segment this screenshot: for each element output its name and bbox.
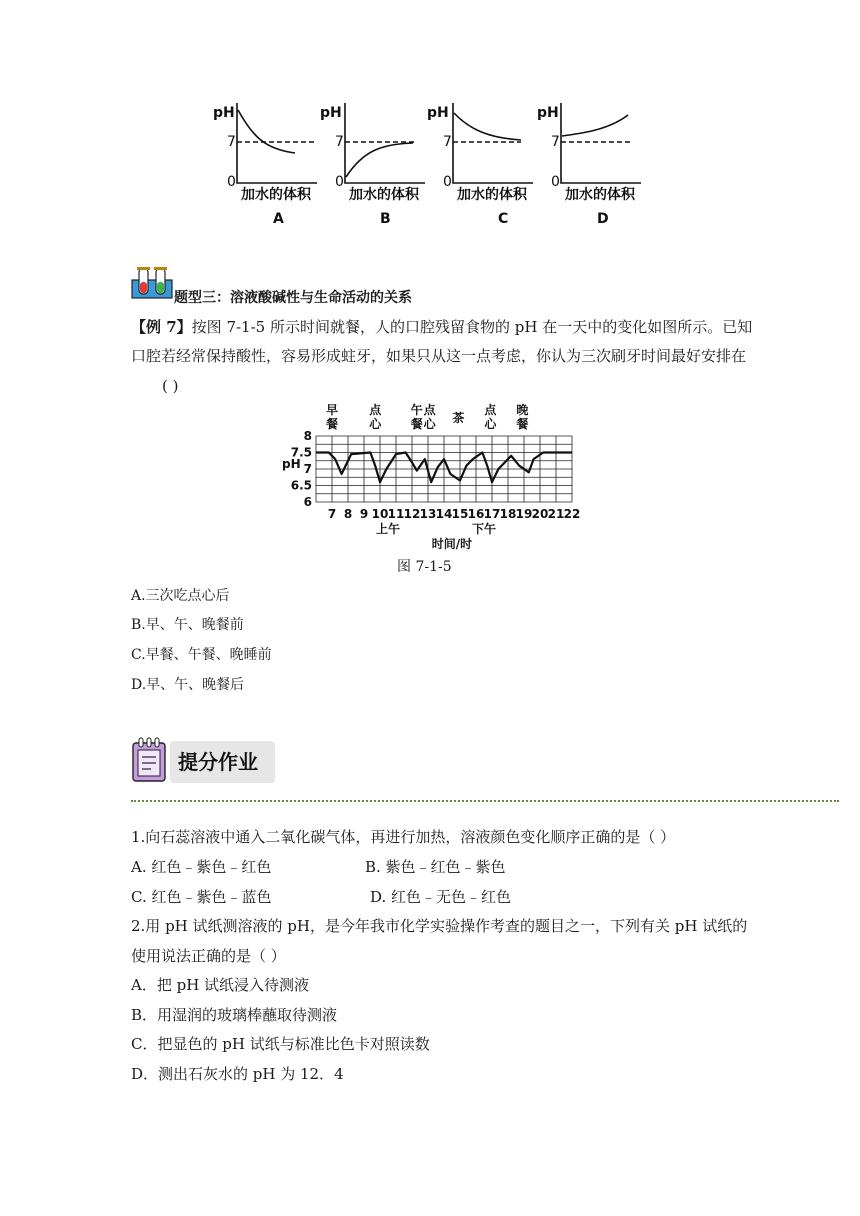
svg-text:0: 0	[551, 174, 560, 190]
divider	[131, 800, 839, 802]
option-letter: A	[273, 211, 284, 227]
meal-label	[515, 402, 528, 431]
meal-label-char: 餐	[516, 417, 529, 431]
meal-label	[325, 403, 338, 431]
x-tick-label: 18	[499, 507, 517, 521]
chart-b	[320, 105, 420, 227]
curve-b	[346, 143, 413, 177]
y-axis-label: pH	[282, 457, 301, 472]
q2-stem-line2: 使用说法正确的是（ ）	[131, 947, 286, 965]
svg-text:加水的体积: 加水的体积	[565, 187, 635, 203]
x-tick-label: 12	[403, 507, 421, 521]
svg-text:D: D	[597, 211, 609, 227]
q1-option-c: C. 红色﹣紫色﹣蓝色	[131, 888, 272, 906]
meal-label-char: 餐	[325, 417, 339, 431]
svg-text:7: 7	[443, 134, 452, 150]
x-tick-label: 9	[359, 507, 369, 521]
meal-label-char: 心	[423, 417, 436, 431]
curve-a	[238, 110, 295, 153]
axes-a	[237, 103, 317, 183]
option-d: D.早、午、晚餐后	[131, 677, 245, 693]
svg-text:加水的体积: 加水的体积	[349, 187, 419, 203]
homework-badge: 提分作业	[170, 741, 275, 783]
axes-c	[453, 103, 533, 183]
svg-text:pH: pH	[427, 105, 449, 121]
svg-text:pH: pH	[320, 105, 342, 121]
option-a: A.三次吃点心后	[131, 588, 230, 604]
x-tick-label: 16	[467, 507, 485, 521]
meal-label-char: 餐	[410, 417, 423, 431]
q1-option-a: A. 红色﹣紫色﹣红色	[131, 858, 272, 876]
y-tick-label: 8	[303, 429, 312, 443]
x-axis-label: 时间/时	[431, 537, 473, 551]
mouth-ph-chart	[270, 400, 590, 552]
x-tick-label: 11	[387, 507, 405, 521]
example-stem-line2: 口腔若经常保持酸性，容易形成蛀牙，如果只从这一点考虑，你认为三次刷牙时间最好安排在	[131, 347, 747, 365]
example-stem-line1: 【例 7】按图 7-1-5 所示时间就餐，人的口腔残留食物的 pH 在一天中的变化如图所示。已知	[131, 318, 753, 336]
y-tick-label: 6.5	[290, 478, 312, 493]
chart-c	[427, 105, 528, 227]
meal-label-char: 早	[325, 403, 339, 417]
meal-label-char: 点	[484, 403, 497, 417]
origin-label: 0	[227, 174, 236, 190]
meal-label-char: 晚	[516, 403, 529, 417]
x-tick-label: 20	[531, 507, 549, 521]
meal-label	[483, 402, 497, 431]
q2-stem-line1: 2.用 pH 试纸测溶液的 pH，是今年我市化学实验操作考查的题目之一，下列有关 pH 试纸的	[131, 917, 748, 935]
q1-option-b: B. 紫色﹣红色﹣紫色	[365, 858, 506, 876]
svg-text:7: 7	[551, 134, 560, 150]
x-tick-label: 14	[435, 507, 453, 521]
x-tick-label: 8	[343, 507, 353, 521]
x-tick-label: 13	[419, 507, 437, 521]
q2-option-a: A．把 pH 试纸浸入待测液	[131, 976, 310, 994]
meal-label	[423, 402, 437, 431]
x-axis-label: 加水的体积	[241, 187, 311, 203]
test-tube-icon	[131, 266, 173, 300]
x-tick-label: 7	[327, 507, 337, 521]
y-tick-label: 7.5	[290, 445, 312, 460]
svg-text:7: 7	[335, 134, 344, 150]
ref-seven: 7	[227, 134, 236, 150]
q2-option-c: C．把显色的 pH 试纸与标准比色卡对照读数	[131, 1035, 430, 1053]
meal-label	[410, 402, 423, 431]
meal-label-char: 心	[484, 417, 497, 431]
chart-d	[537, 105, 636, 227]
curve-c	[454, 113, 521, 140]
example-tag: 【例 7】	[131, 318, 192, 336]
x-group-label: 上午	[375, 522, 401, 536]
x-tick-label: 10	[371, 507, 389, 521]
x-tick-label: 21	[547, 507, 565, 521]
svg-text:0: 0	[335, 174, 344, 190]
answer-blank: ( )	[162, 377, 179, 395]
svg-text:0: 0	[443, 174, 452, 190]
q1-option-d: D. 红色﹣无色﹣红色	[370, 888, 512, 906]
meal-label	[452, 410, 464, 425]
y-tick-label: 7	[303, 462, 312, 476]
meal-label-char: 茶	[452, 411, 465, 425]
svg-text:B: B	[380, 211, 391, 227]
section-title: 题型三：溶液酸碱性与生命活动的关系	[174, 290, 412, 306]
axes-d	[561, 103, 641, 183]
ph-dilution-charts	[205, 95, 655, 235]
q2-option-b: B．用湿润的玻璃棒蘸取待测液	[131, 1006, 338, 1024]
y-label: pH	[213, 105, 235, 121]
svg-text:C: C	[498, 211, 509, 227]
meal-label-char: 点	[369, 403, 382, 417]
option-c: C.早餐、午餐、晚睡前	[131, 647, 272, 663]
svg-text:加水的体积: 加水的体积	[457, 187, 527, 203]
q2-option-d: D．测出石灰水的 pH 为 12．4	[131, 1065, 344, 1083]
meal-label	[368, 402, 382, 431]
x-tick-label: 22	[563, 507, 581, 521]
option-b: B.早、午、晚餐前	[131, 617, 244, 633]
x-group-label: 下午	[471, 522, 497, 536]
x-tick-label: 17	[483, 507, 501, 521]
x-tick-label: 15	[451, 507, 469, 521]
q1-stem: 1.向石蕊溶液中通入二氧化碳气体，再进行加热，溶液颜色变化顺序正确的是（ ）	[131, 828, 676, 846]
meal-label-char: 点	[423, 403, 436, 417]
notebook-icon	[131, 737, 167, 783]
svg-text:pH: pH	[537, 105, 559, 121]
curve-d	[562, 115, 628, 136]
y-tick-label: 6	[303, 495, 312, 509]
meal-label-char: 心	[369, 417, 382, 431]
figure-caption: 图 7-1-5	[397, 559, 452, 575]
meal-label-char: 午	[410, 403, 423, 417]
x-tick-label: 19	[515, 507, 533, 521]
chart-a	[213, 105, 312, 227]
